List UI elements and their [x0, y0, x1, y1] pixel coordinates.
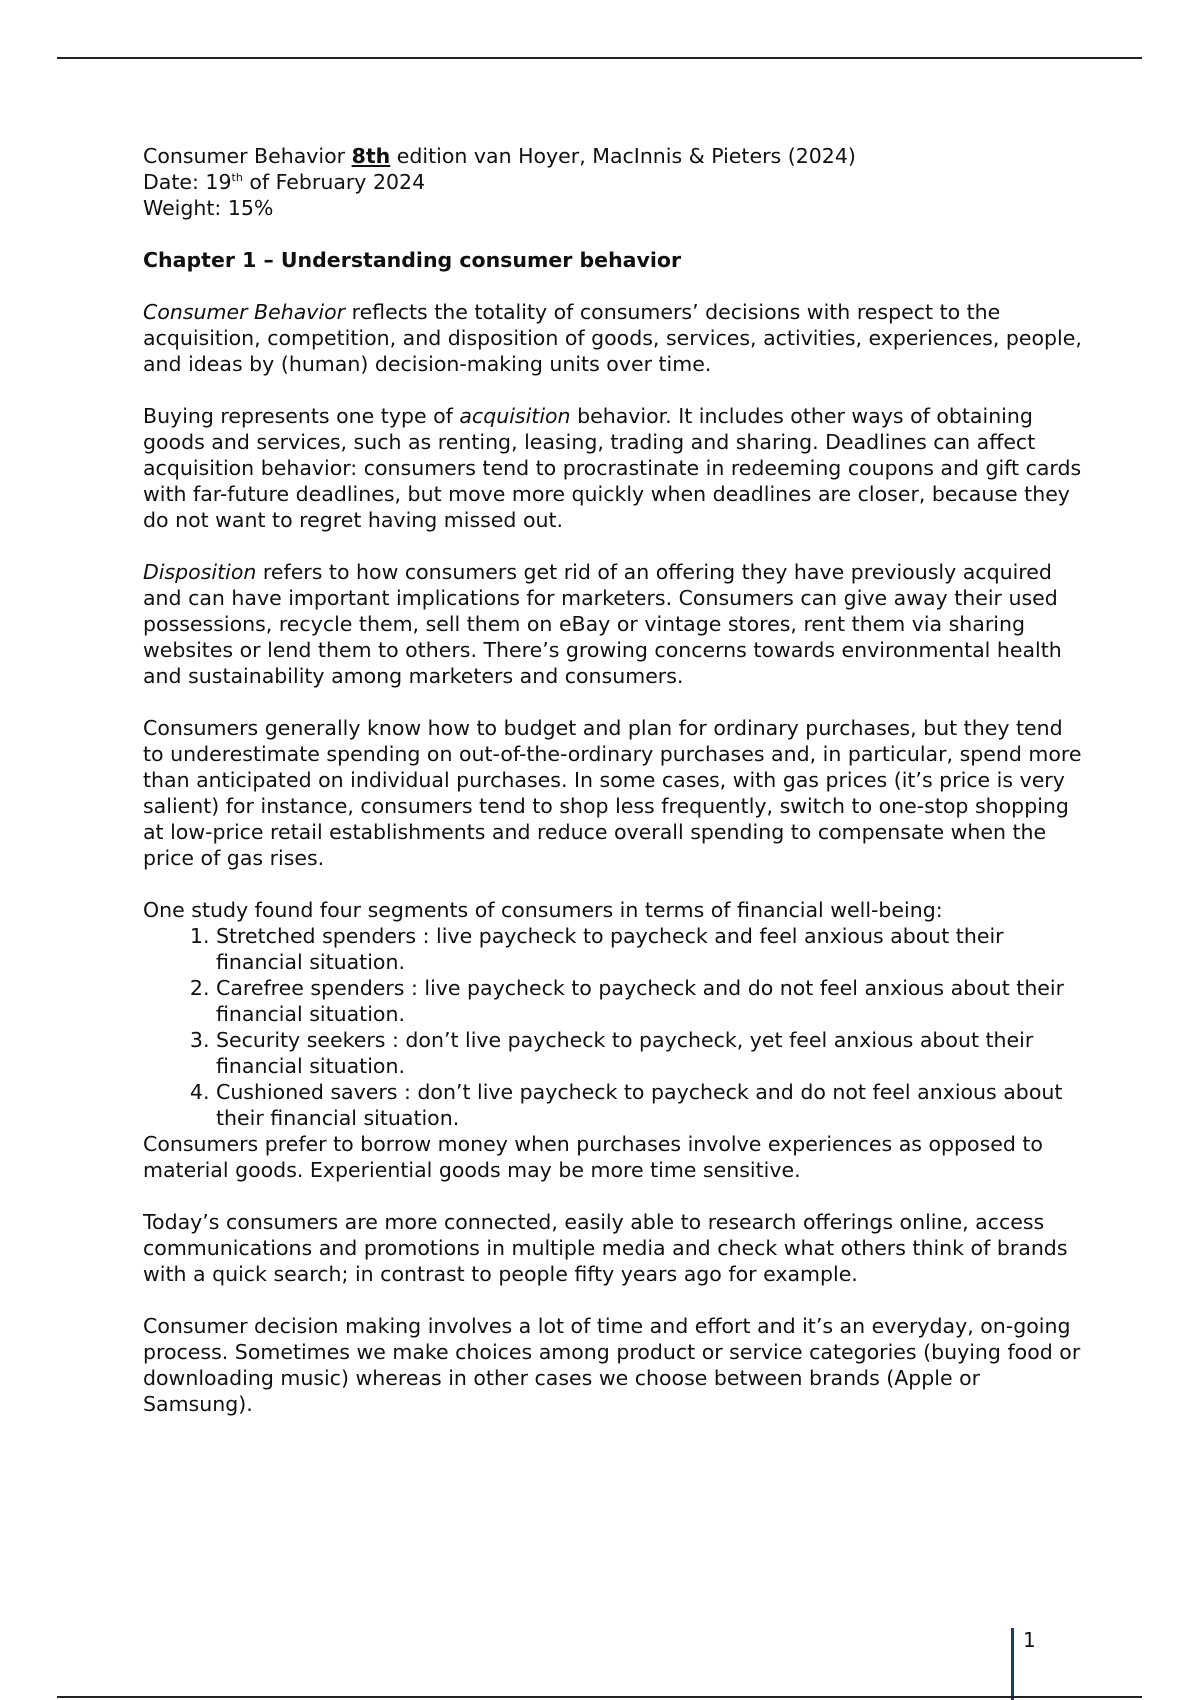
- weight-line: Weight: 15%: [143, 196, 274, 220]
- document-body: [143, 143, 1083, 1443]
- list-item: 4. Cushioned savers : don’t live paycheck to paycheck and do not feel anxious about their financial situation.: [216, 1079, 1083, 1131]
- chapter-title: Chapter 1 – Understanding consumer behavior: [143, 248, 682, 272]
- edition-label: 8th: [351, 144, 391, 168]
- footer-rule: [57, 1696, 1142, 1698]
- page-number: 1: [1023, 1628, 1036, 1652]
- document-header: [143, 143, 1083, 221]
- list-item: 1. Stretched spenders : live paycheck to paycheck and feel anxious about their financial situation.: [216, 923, 1083, 975]
- segments-list: [143, 923, 1083, 1131]
- paragraph-disposition: Disposition refers to how consumers get rid of an offering they have previously acquired and can have important implications for marketers. Consumers can give away their used possessions, recycle them, sell them on eBay or vintage stores, rent them via sharing websites or lend them to others. There’s growing concerns towards environmental health and sustainability among marketers and consumers.: [143, 560, 1062, 688]
- paragraph-acquisition: Buying represents one type of acquisition behavior. It includes other ways of obtaining goods and services, such as renting, leasing, trading and sharing. Deadlines can affect acquisition behavior: consumers tend to procrastinate in redeeming coupons and gift cards with far-future deadlines, but move more quickly when deadlines are closer, because they do not want to regret having missed out.: [143, 404, 1082, 532]
- date-line: Date: 19th of February 2024: [143, 170, 426, 194]
- book-reference: Consumer Behavior 8th edition van Hoyer, MacInnis & Pieters (2024): [143, 144, 856, 168]
- paragraph-decision-making: Consumer decision making involves a lot of time and effort and it’s an everyday, on-going process. Sometimes we make choices among product or service categories (buying food or downloading music) whereas in other cases we choose between brands (Apple or Samsung).: [143, 1314, 1081, 1416]
- page-number-bar: [1011, 1628, 1014, 1700]
- list-item: 3. Security seekers : don’t live paycheck to paycheck, yet feel anxious about their financial situation.: [216, 1027, 1083, 1079]
- paragraph-budget: Consumers generally know how to budget and plan for ordinary purchases, but they tend to underestimate spending on out-of-the-ordinary purchases and, in particular, spend more than anticipated on individual purchases. In some cases, with gas prices (it’s price is very salient) for instance, consumers tend to shop less frequently, switch to one-stop shopping at low-price retail establishments and reduce overall spending to compensate when the price of gas rises.: [143, 716, 1082, 870]
- header-rule: [57, 57, 1142, 59]
- paragraph-connected: Today’s consumers are more connected, easily able to research offerings online, access communications and promotions in multiple media and check what others think of brands with a quick search; in contrast to people fifty years ago for example.: [143, 1210, 1068, 1286]
- list-item: 2. Carefree spenders : live paycheck to paycheck and do not feel anxious about their financial situation.: [216, 975, 1083, 1027]
- paragraph-borrowing: Consumers prefer to borrow money when purchases involve experiences as opposed to material goods. Experiential goods may be more time sensitive.: [143, 1132, 1043, 1182]
- paragraph-consumer-behavior: Consumer Behavior reflects the totality of consumers’ decisions with respect to the acquisition, competition, and disposition of goods, services, activities, experiences, people, and ideas by (human) decision-making units over time.: [143, 300, 1082, 376]
- paragraph-segments-intro: One study found four segments of consumers in terms of financial well-being:: [143, 898, 943, 922]
